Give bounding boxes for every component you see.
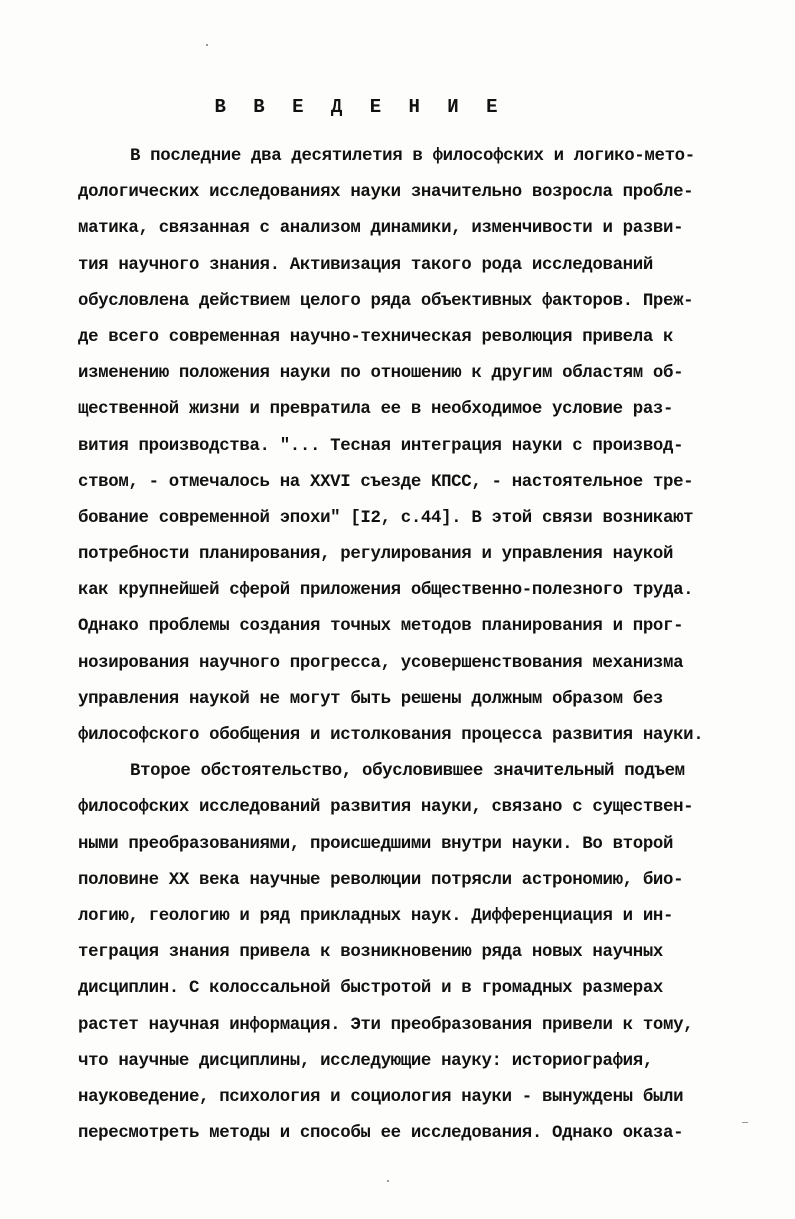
text-line: философских исследований развития науки, связано с существен- — [78, 798, 694, 818]
text-line: Однако проблемы создания точных методов планирования и прог- — [78, 617, 684, 637]
text-line: матика, связанная с анализом динамики, изменчивости и разви- — [78, 219, 684, 239]
text-line: пересмотреть методы и способы ее исследования. Однако оказа- — [78, 1124, 684, 1144]
scan-speck — [387, 1180, 389, 1182]
text-line: логию, геологию и ряд прикладных наук. Дифференциация и ин- — [78, 906, 674, 926]
text-line: что научные дисциплины, исследующие науку: историография, — [78, 1051, 653, 1071]
text-line: как крупнейшей сферой приложения общественно-полезного труда. — [78, 581, 694, 601]
text-line: управления наукой не могут быть решены должным образом без — [78, 689, 663, 709]
page-title: В В Е Д Е Н И Е — [214, 96, 506, 118]
text-line: В последние два десятилетия в философских и логико-мето- — [130, 147, 695, 166]
text-line: дисциплин. С колоссальной быстротой и в громадных размерах — [78, 979, 663, 999]
text-line: теграция знания привела к возникновению ряда новых научных — [78, 943, 663, 963]
scan-speck — [742, 1122, 748, 1123]
paragraph-1 — [78, 139, 748, 754]
text-line: бование современной эпохи" [I2, с.44]. В этой связи возникают — [78, 508, 694, 528]
text-line: нозирования научного прогресса, усовершенствования механизма — [78, 653, 684, 673]
text-line: де всего современная научно-техническая революция привела к — [78, 327, 674, 347]
text-line: Второе обстоятельство, обусловившее значительный подъем — [130, 762, 685, 782]
text-line: изменению положения науки по отношению к другим областям об- — [78, 364, 684, 384]
text-line: философского обобщения и истолкования процесса развития науки. — [78, 726, 704, 745]
text-line: обусловлена действием целого ряда объективных факторов. Преж- — [78, 291, 694, 311]
body-text — [78, 139, 748, 1152]
text-line: половине XX века научные революции потрясли астрономию, био- — [78, 870, 684, 890]
paragraph-2 — [78, 754, 748, 1152]
text-line: ством, - отмечалось на XXVI съезде КПСС, - настоятельное тре- — [78, 472, 694, 492]
text-line: дологических исследованиях науки значительно возросла пробле- — [78, 183, 694, 203]
text-line: щественной жизни и превратила ее в необходимое условие раз- — [78, 400, 674, 420]
text-line: потребности планирования, регулирования и управления наукой — [78, 545, 674, 565]
text-line: науковедение, психология и социология науки - вынуждены были — [78, 1087, 684, 1107]
text-line: тия научного знания. Активизация такого рода исследований — [78, 255, 653, 275]
text-line: растет научная информация. Эти преобразования привели к тому, — [78, 1015, 694, 1035]
text-line: ными преобразованиями, происшедшими внутри науки. Во второй — [78, 834, 674, 854]
text-line: вития производства. "... Тесная интеграция науки с производ- — [78, 436, 684, 456]
scan-speck — [206, 44, 208, 46]
